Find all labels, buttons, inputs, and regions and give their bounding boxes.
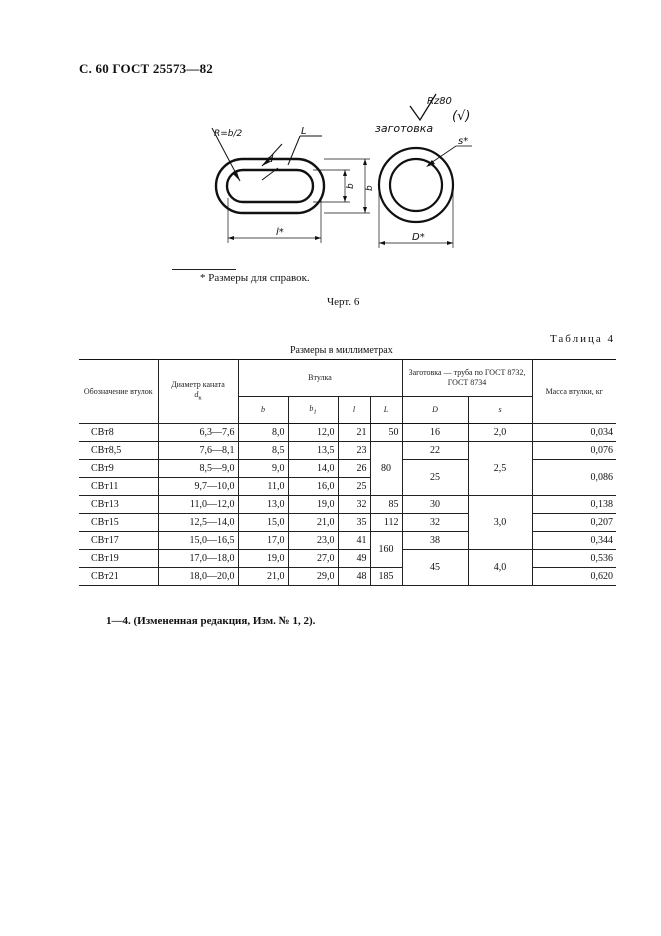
table-cell: 30 xyxy=(402,496,468,514)
table-row xyxy=(79,442,616,460)
figure-caption: Черт. 6 xyxy=(327,296,360,308)
table-cell: 26 xyxy=(338,460,370,478)
table-row xyxy=(79,496,616,514)
table-cell: 85 xyxy=(370,496,402,514)
table-cell: 32 xyxy=(402,514,468,532)
table-cell: 50 xyxy=(370,424,402,442)
bushing-drawing xyxy=(200,88,500,263)
table-cell: 16 xyxy=(402,424,468,442)
revision-note: 1—4. (Измененная редакция, Изм. № 1, 2). xyxy=(106,615,316,627)
table-cell: СВт9 xyxy=(79,460,158,478)
label-rz: Rz80 xyxy=(427,96,452,107)
table-cell: СВт11 xyxy=(79,478,158,496)
table-cell: 11,0 xyxy=(238,478,288,496)
table-cell: 185 xyxy=(370,568,402,586)
table-cell: 0,086 xyxy=(532,460,616,496)
table-cell: 0,034 xyxy=(532,424,616,442)
table-cell: 2,0 xyxy=(468,424,532,442)
label-d: D* xyxy=(412,232,425,243)
table-cell: 23 xyxy=(338,442,370,460)
table-cell: 17,0 xyxy=(238,532,288,550)
table-cell: 3,0 xyxy=(468,496,532,550)
table-cell: 6,3—7,6 xyxy=(158,424,238,442)
table-cell: 8,0 xyxy=(238,424,288,442)
table-cell: 13,5 xyxy=(288,442,338,460)
table-cell: 16,0 xyxy=(288,478,338,496)
table-cell: СВт13 xyxy=(79,496,158,514)
label-l: l* xyxy=(276,227,284,238)
bushing-inner-contour xyxy=(227,170,313,202)
footnote-rule xyxy=(172,269,236,270)
table-cell: 19,0 xyxy=(238,550,288,568)
table-cell: 22 xyxy=(402,442,468,460)
table-cell: 27,0 xyxy=(288,550,338,568)
table-row xyxy=(79,532,616,550)
table-cell: 12,5—14,0 xyxy=(158,514,238,532)
sleeve-dimensions-table xyxy=(79,359,616,586)
table-cell: 112 xyxy=(370,514,402,532)
table-cell: 2,5 xyxy=(468,442,532,496)
table-cell: 29,0 xyxy=(288,568,338,586)
table-cell: 11,0—12,0 xyxy=(158,496,238,514)
table-cell: 45 xyxy=(402,550,468,586)
footnote: * Размеры для справок. xyxy=(200,272,310,284)
table-cell: 0,620 xyxy=(532,568,616,586)
header-text: Диаметр каната xyxy=(171,380,225,390)
header-text: к xyxy=(198,394,202,402)
table-cell: 25 xyxy=(402,460,468,496)
header-designation: Обозначение втулок xyxy=(79,360,158,424)
table-cell: СВт21 xyxy=(79,568,158,586)
table-cell: 41 xyxy=(338,532,370,550)
table-cell: 0,536 xyxy=(532,550,616,568)
label-l-length: L xyxy=(301,126,307,137)
label-b1: b xyxy=(365,185,375,191)
table-cell: 15,0 xyxy=(238,514,288,532)
table-cell: СВт8,5 xyxy=(79,442,158,460)
table-cell: СВт8 xyxy=(79,424,158,442)
table-cell: 17,0—18,0 xyxy=(158,550,238,568)
table-cell: 25 xyxy=(338,478,370,496)
header-b: b xyxy=(238,397,288,424)
table-cell: 4,0 xyxy=(468,550,532,586)
table-cell: 35 xyxy=(338,514,370,532)
header-text: d xyxy=(194,390,199,400)
table-cell: 19,0 xyxy=(288,496,338,514)
table-cell: 32 xyxy=(338,496,370,514)
header-text: b xyxy=(309,403,314,413)
table-row xyxy=(79,550,616,568)
table-cell: 0,344 xyxy=(532,532,616,550)
table-cell: 15,0—16,5 xyxy=(158,532,238,550)
table-cell: 21 xyxy=(338,424,370,442)
header-text: 1 xyxy=(313,408,317,416)
page-header: С. 60 ГОСТ 25573—82 xyxy=(79,61,213,76)
table-cell: 0,076 xyxy=(532,442,616,460)
table-cell: 9,0 xyxy=(238,460,288,478)
table-cell: 48 xyxy=(338,568,370,586)
label-check: (√) xyxy=(452,109,471,124)
table-cell: 13,0 xyxy=(238,496,288,514)
table-cell: 0,138 xyxy=(532,496,616,514)
header-l: l xyxy=(338,397,370,424)
header-sleeve: Втулка xyxy=(238,360,402,397)
header-rope-diameter xyxy=(158,360,238,424)
header-D: D xyxy=(402,397,468,424)
header-L: L xyxy=(370,397,402,424)
table-cell: 0,207 xyxy=(532,514,616,532)
label-r: R=b/2 xyxy=(214,129,243,139)
table-cell: 8,5 xyxy=(238,442,288,460)
table-row xyxy=(79,424,616,442)
table-cell: СВт15 xyxy=(79,514,158,532)
table-cell: 21,0 xyxy=(238,568,288,586)
header-s: s xyxy=(468,397,532,424)
table-cell: 12,0 xyxy=(288,424,338,442)
table-cell: 14,0 xyxy=(288,460,338,478)
table-row xyxy=(79,514,616,532)
blank-inner-circle xyxy=(390,159,442,211)
table-cell: 9,7—10,0 xyxy=(158,478,238,496)
table-cell: СВт17 xyxy=(79,532,158,550)
table-number: Таблица 4 xyxy=(549,333,615,345)
label-s: s* xyxy=(458,136,469,147)
header-blank: Заготовка — труба по ГОСТ 8732, ГОСТ 8734 xyxy=(402,360,532,397)
table-row xyxy=(79,568,616,586)
table-cell: 160 xyxy=(370,532,402,568)
label-b: b xyxy=(346,183,356,189)
table-cell: 21,0 xyxy=(288,514,338,532)
table-cell: СВт19 xyxy=(79,550,158,568)
table-cell: 80 xyxy=(370,442,402,496)
table-cell: 49 xyxy=(338,550,370,568)
label-blank: заготовка xyxy=(375,122,434,135)
table-cell: 18,0—20,0 xyxy=(158,568,238,586)
table-row xyxy=(79,460,616,478)
table-units: Размеры в миллиметрах xyxy=(290,345,393,356)
table-cell: 38 xyxy=(402,532,468,550)
table-cell: 8,5—9,0 xyxy=(158,460,238,478)
label-dk: d xyxy=(267,154,274,165)
table-cell: 23,0 xyxy=(288,532,338,550)
header-mass: Масса втулки, кг xyxy=(532,360,616,424)
header-b1 xyxy=(288,397,338,424)
table-cell: 7,6—8,1 xyxy=(158,442,238,460)
